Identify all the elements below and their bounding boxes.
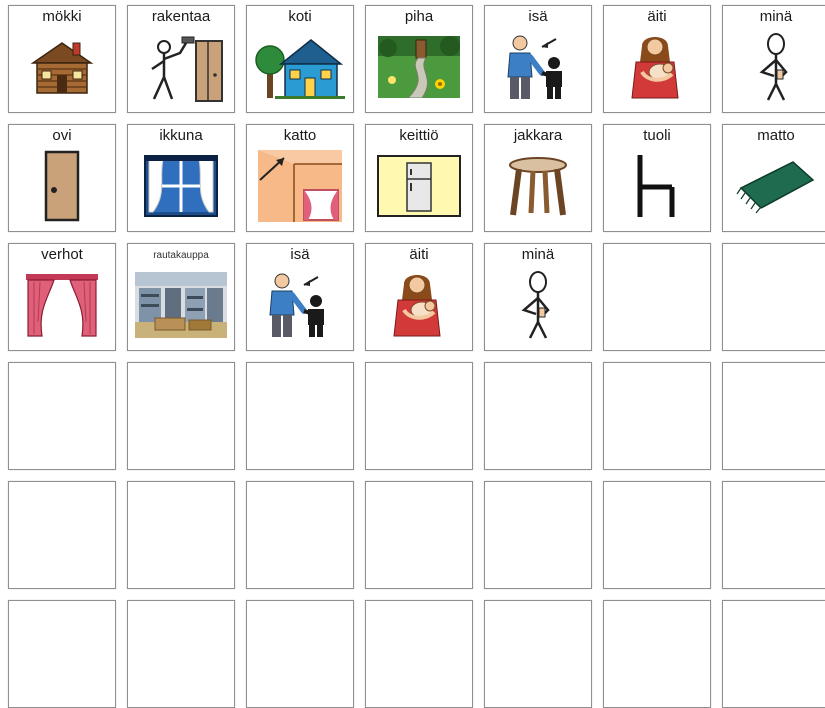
ceiling-icon [247,147,353,225]
rug-icon [723,147,825,225]
hardware-store-photo-icon [128,266,234,344]
card-label: piha [404,8,434,25]
father-with-child-icon [485,28,591,106]
stool-icon [485,147,591,225]
card-label: koti [288,8,312,25]
card-label: äiti [647,8,667,25]
empty-card-slot[interactable] [722,362,825,470]
empty-card-slot[interactable] [8,481,116,589]
empty-card-slot[interactable] [484,600,592,708]
symbol-card[interactable] [127,124,235,232]
builder-hammering-icon [128,28,234,106]
symbol-card[interactable] [484,124,592,232]
empty-card-slot[interactable] [484,481,592,589]
symbol-card[interactable] [484,243,592,351]
empty-card-slot[interactable] [8,362,116,470]
mother-holding-baby-icon [366,266,472,344]
empty-card-slot[interactable] [722,243,825,351]
card-label: verhot [41,246,83,263]
empty-card-slot[interactable] [603,243,711,351]
empty-card-slot[interactable] [365,600,473,708]
card-label: isä [528,8,548,25]
symbol-card[interactable] [484,5,592,113]
empty-card-slot[interactable] [127,481,235,589]
card-label: keittiö [399,127,439,144]
empty-card-slot[interactable] [246,600,354,708]
symbol-card[interactable] [365,243,473,351]
door-icon [9,147,115,225]
symbol-card[interactable] [365,5,473,113]
empty-card-slot[interactable] [603,600,711,708]
me-pointing-self-icon [723,28,825,106]
card-label: jakkara [513,127,563,144]
card-label: rautakauppa [153,250,209,261]
symbol-card[interactable] [246,5,354,113]
card-label: rakentaa [151,8,211,25]
curtains-icon [9,266,115,344]
symbol-card[interactable] [603,5,711,113]
symbol-card[interactable] [246,124,354,232]
me-pointing-self-icon [485,266,591,344]
symbol-card[interactable] [722,5,825,113]
symbol-card[interactable] [603,124,711,232]
empty-card-slot[interactable] [722,481,825,589]
empty-card-slot[interactable] [603,481,711,589]
chair-icon [604,147,710,225]
card-label: isä [290,246,310,263]
empty-card-slot[interactable] [603,362,711,470]
symbol-card[interactable] [8,243,116,351]
yard-garden-icon [366,28,472,106]
empty-card-slot[interactable] [127,600,235,708]
empty-card-slot[interactable] [246,362,354,470]
symbol-card[interactable] [127,5,235,113]
card-label: mökki [42,8,82,25]
house-with-tree-icon [247,28,353,106]
symbol-card[interactable] [8,124,116,232]
mother-holding-baby-icon [604,28,710,106]
empty-card-slot[interactable] [722,600,825,708]
card-label: minä [759,8,793,25]
card-label: matto [757,127,795,144]
father-with-child-icon [247,266,353,344]
symbol-card[interactable] [127,243,235,351]
card-label: minä [521,246,555,263]
card-label: äiti [409,246,429,263]
symbol-card[interactable] [8,5,116,113]
empty-card-slot[interactable] [8,600,116,708]
card-label: ovi [52,127,72,144]
card-label: katto [283,127,317,144]
card-label: tuoli [643,127,671,144]
log-cabin-icon [9,28,115,106]
empty-card-slot[interactable] [246,481,354,589]
symbol-card[interactable] [246,243,354,351]
card-label: ikkuna [159,127,203,144]
window-icon [128,147,234,225]
empty-card-slot[interactable] [365,362,473,470]
symbol-card[interactable] [722,124,825,232]
kitchen-fridge-icon [366,147,472,225]
empty-card-slot[interactable] [127,362,235,470]
symbol-card[interactable] [365,124,473,232]
empty-card-slot[interactable] [365,481,473,589]
empty-card-slot[interactable] [484,362,592,470]
